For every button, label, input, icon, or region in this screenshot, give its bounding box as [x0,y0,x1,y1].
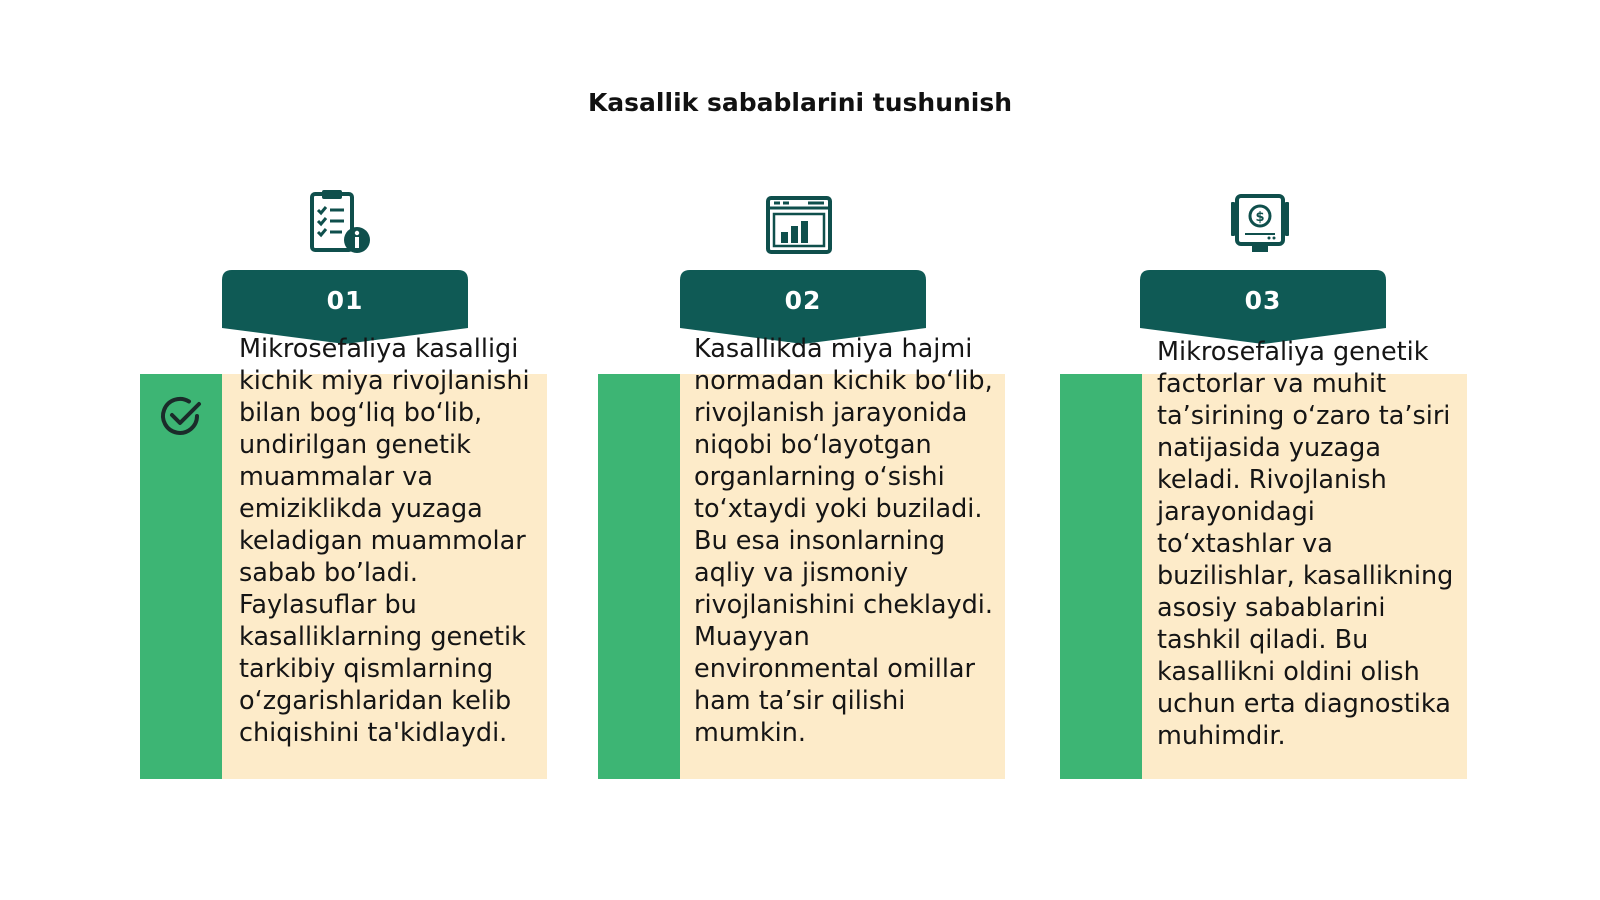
step-card-1 [140,0,550,900]
svg-text:$: $ [1255,210,1265,225]
dollar-monitor-icon [1225,188,1295,258]
step-card-3 [1060,0,1470,900]
step-description: Kasallikda miya hajmi normadan kichik bo‘lib, rivojlanish jarayonida niqobi bo‘layotgan organlarning o‘sishi to‘xtaydi yoki buziladi. Bu esa insonlarning aqliy va jismoniy rivojlanishini cheklaydi. Muayyan environmental omillar ham ta’sir qilishi mumkin. [694,334,994,748]
step-card-2 [598,0,1008,900]
step-number: 01 [326,286,364,315]
step-number: 03 [1244,286,1282,315]
step-number-badge [1140,270,1386,344]
step-number: 02 [784,286,822,315]
check-circle-icon [157,392,205,440]
slide-title: Kasallik sabablarini tushunish [587,88,1013,117]
step-description: Mikrosefaliya kasalligi kichik miya rivojlanishi bilan bog‘liq bo‘lib, undirilgan genetik muammalar va emiziklikda yuzaga keladigan muammolar sabab bo’ladi. Faylasuflar bu kasalliklarning genetik tarkibiy qismlarning o‘zgarishlaridan kelib chiqishini ta'kidlaydi. [239,334,530,748]
accent-bar [1060,374,1142,779]
step-description: Mikrosefaliya genetik factorlar va muhit ta’sirining o‘zaro ta’siri natijasida yuzaga keladi. Rivojlanish jarayonidagi to‘xtashlar va buzilishlar, kasallikning asosiy sabablarini tashkil qiladi. Bu kasallikni oldini olish uchun erta diagnostika muhimdir. [1157,337,1454,751]
bar-chart-window-icon [764,188,834,258]
accent-bar [598,374,680,779]
clipboard-checklist-info-icon [306,188,376,258]
